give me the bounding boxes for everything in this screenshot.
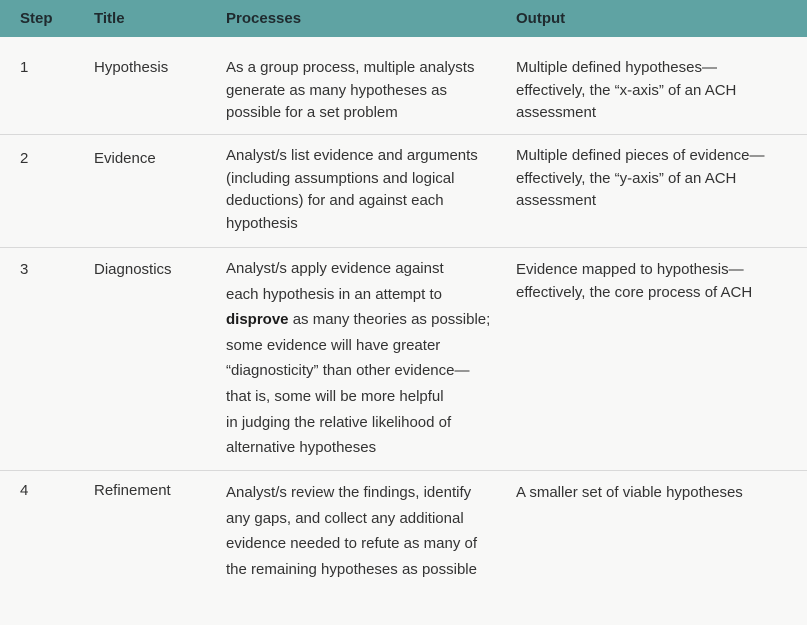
table-row — [0, 37, 807, 135]
processes-line: Analyst/s apply evidence against — [226, 260, 444, 277]
processes-line: some evidence will have greater — [226, 336, 441, 354]
table-row — [0, 134, 807, 248]
step-output — [516, 482, 791, 505]
header-output: Output — [516, 10, 566, 27]
table-row — [0, 247, 807, 471]
processes-line: As a group process, multiple analysts — [226, 59, 475, 76]
processes-line: Analyst/s list evidence and arguments — [226, 147, 478, 164]
step-processes — [226, 145, 498, 235]
output-line: Multiple defined pieces of evidence— — [516, 147, 765, 164]
table-header-row — [0, 0, 807, 37]
step-processes — [226, 256, 498, 461]
step-title: Evidence — [94, 150, 156, 167]
step-processes — [226, 57, 498, 125]
processes-line: evidence needed to refute as many of — [226, 535, 478, 553]
processes-line-rest: as many theories as possible; — [288, 311, 491, 329]
step-title: Hypothesis — [94, 59, 169, 76]
processes-line: (including assumptions and logical — [226, 169, 455, 187]
output-line: assessment — [516, 192, 597, 209]
step-title: Diagnostics — [94, 261, 172, 278]
step-title: Refinement — [94, 482, 171, 499]
header-step: Step — [20, 10, 53, 27]
processes-line — [226, 307, 498, 333]
processes-line: in judging the relative likelihood of — [226, 413, 452, 431]
processes-line: possible for a set problem — [226, 104, 398, 121]
step-number: 1 — [20, 59, 29, 76]
output-line: effectively, the “y-axis” of an ACH — [516, 169, 737, 187]
output-line: effectively, the “x-axis” of an ACH — [516, 81, 737, 99]
processes-line: hypothesis — [226, 214, 298, 232]
table-row — [0, 470, 807, 625]
processes-line: that is, some will be more helpful — [226, 387, 444, 405]
header-processes: Processes — [226, 10, 302, 27]
emphasis-disprove: disprove — [226, 311, 289, 329]
processes-line: Analyst/s review the findings, identify — [226, 484, 472, 501]
step-number: 4 — [20, 482, 29, 499]
output-line: Evidence mapped to hypothesis— — [516, 261, 744, 278]
processes-line: each hypothesis in an attempt to — [226, 285, 442, 303]
processes-line: “diagnosticity” than other evidence— — [226, 362, 470, 380]
processes-line: generate as many hypotheses as — [226, 81, 447, 99]
output-line: assessment — [516, 104, 597, 121]
output-line: effectively, the core process of ACH — [516, 283, 753, 301]
output-line: Multiple defined hypotheses— — [516, 59, 717, 76]
step-output — [516, 145, 791, 213]
header-title: Title — [94, 10, 125, 27]
step-number: 3 — [20, 261, 29, 278]
processes-line: alternative hypotheses — [226, 439, 377, 457]
step-output — [516, 57, 791, 125]
processes-line: deductions) for and against each — [226, 192, 444, 209]
step-processes — [226, 480, 498, 582]
step-output — [516, 259, 791, 304]
processes-line: the remaining hypotheses as possible — [226, 560, 477, 578]
step-number: 2 — [20, 150, 29, 167]
processes-line: any gaps, and collect any additional — [226, 509, 464, 527]
output-line: A smaller set of viable hypotheses — [516, 484, 743, 501]
